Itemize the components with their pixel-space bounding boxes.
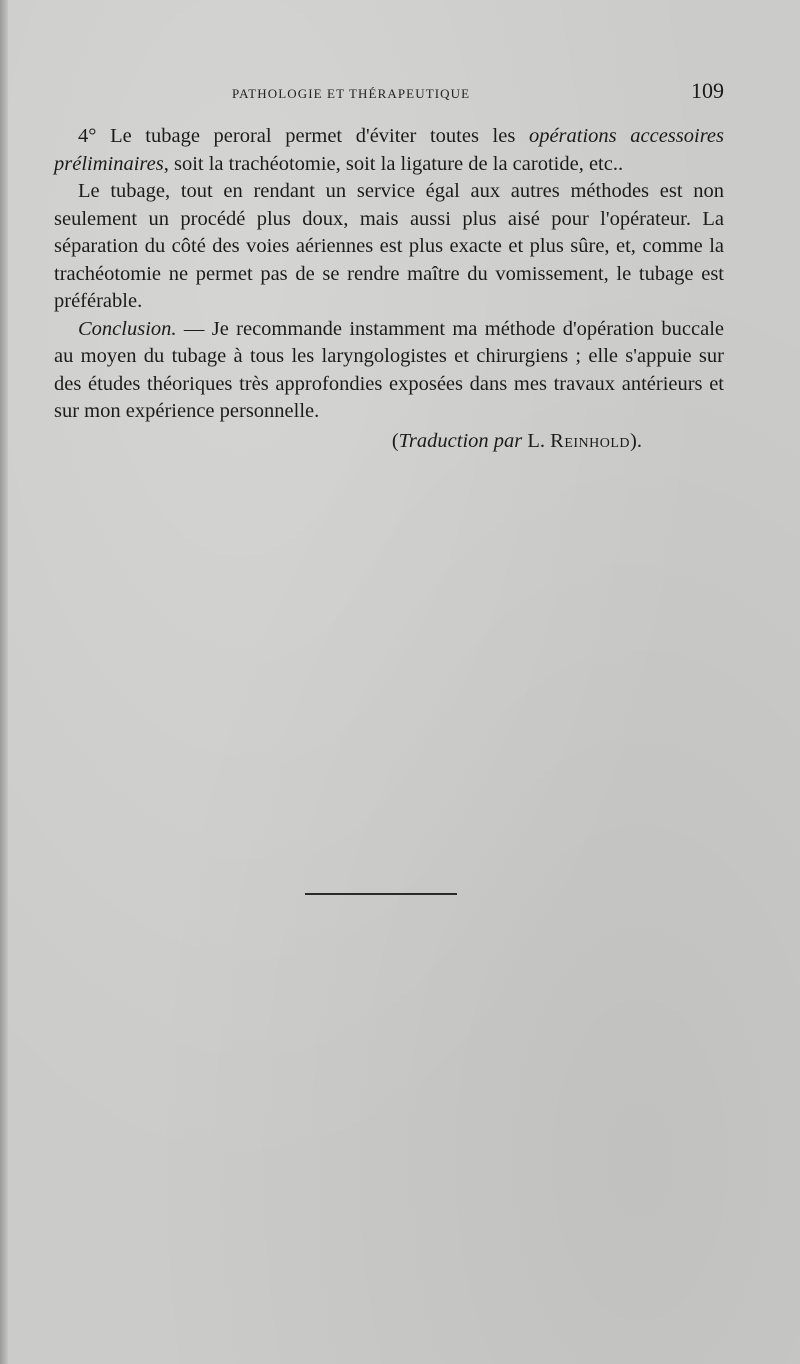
conclusion-text: — Je recommande instamment ma méthode d'opération buccale au moyen du tubage à tous les laryngologistes et chirurgiens ; elle s'appuie sur des études théoriques très approfondies exposées dans mes travaux antérieurs et sur mon expérience personnelle. [54, 317, 724, 422]
paragraph-point-4-lead: 4° Le tubage peroral permet d'éviter toutes les [78, 125, 529, 147]
credit-surname: Reinhold [550, 429, 631, 452]
paragraph-tubage: Le tubage, tout en rendant un service égal aux autres méthodes est non seulement un procédé plus doux, mais aussi plus aisé pour l'opérateur. La séparation du côté des voies aériennes est plus exacte et plus sûre, et, comme la trachéotomie ne permet pas de se rendre maître du vomissement, le tubage est préférable. [54, 180, 724, 312]
paragraph-point-4-rest: , soit la trachéotomie, soit la ligature de la carotide, etc.. [163, 152, 624, 175]
end-rule-divider [305, 893, 457, 895]
page-binding-shadow [0, 0, 8, 1364]
running-title: PATHOLOGIE ET THÉRAPEUTIQUE [232, 86, 471, 101]
conclusion-label: Conclusion. [78, 317, 177, 340]
page-number: 109 [691, 78, 724, 103]
credit-initial: L. [522, 429, 551, 452]
credit-close-paren: ). [630, 429, 642, 452]
body-text [54, 123, 724, 455]
translation-credit [54, 428, 724, 456]
running-header [0, 80, 800, 104]
paragraph-point-4 [54, 123, 724, 178]
credit-label: Traduction par [398, 429, 523, 452]
paragraph-conclusion [54, 316, 724, 426]
paragraph-point-4-italic: opérations accessoires préliminaires [54, 125, 725, 175]
credit-open-paren: ( [391, 429, 399, 452]
